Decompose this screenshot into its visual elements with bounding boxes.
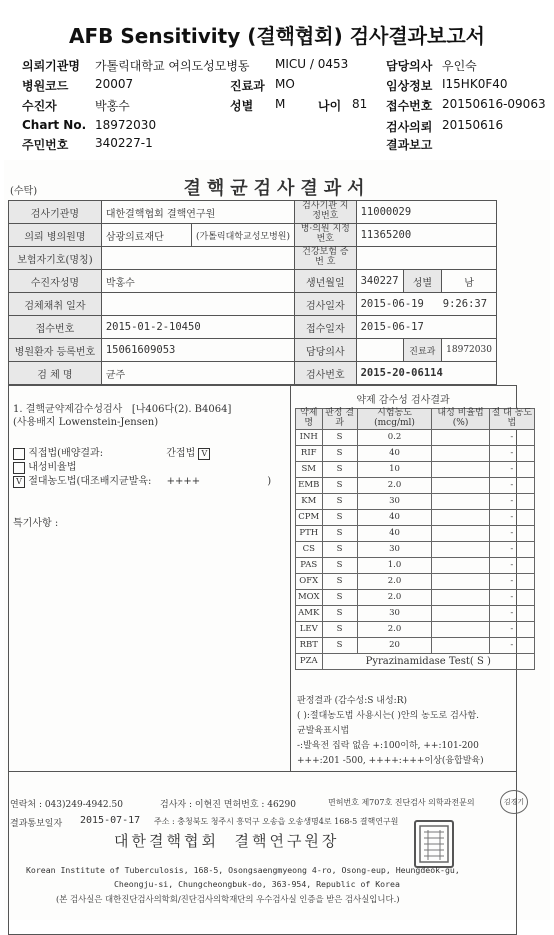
value-resident-no: 340227-1 [95, 136, 153, 150]
recv-no-value: 2015-01-2-10450 [101, 316, 294, 339]
drug-cell: S [322, 509, 357, 525]
drug-row [296, 621, 535, 637]
name-label: 수진자성명 [9, 270, 102, 293]
sex-label: 성별 [403, 270, 442, 293]
value-age: 81 [352, 97, 368, 111]
drug-col-header: 절 대 농도법 [489, 409, 534, 430]
drug-col-header: 판정 결과 [322, 409, 357, 430]
signer-seal: 김경기 [500, 790, 528, 814]
pza-result: Pyrazinamidase Test( S ) [322, 653, 534, 669]
abs-label: 절대농도법(대조배지균발육: [28, 476, 152, 487]
direct-label: 직접법(배양결과: [28, 448, 104, 459]
drug-cell: SM [296, 461, 323, 477]
collect-value [101, 293, 294, 316]
footer-disclaimer: (본 검사실은 대한진단검사의학회/진단검사의학재단의 우수검사실 인증을 받은 검사실입니다.) [56, 894, 400, 904]
hosp-value: 삼광의료재단 [101, 224, 191, 247]
dob-label: 생년월일 [294, 270, 356, 293]
drug-cell: S [322, 557, 357, 573]
drug-row [296, 637, 535, 653]
drug-cell: - [489, 589, 534, 605]
abs-method-row: V 절대농도법(대조배지균발육: ++++ ) [13, 472, 271, 488]
drug-col-header: 내성 비율법(%) [432, 409, 489, 430]
drug-cell: 10 [357, 461, 432, 477]
label-chart: Chart No. [22, 118, 87, 132]
footer-address: 주소 : 충청북도 청주시 흥덕구 오송읍 오송생명4로 168-5 결핵연구원 [154, 817, 399, 826]
drug-cell: - [489, 605, 534, 621]
value-hosp-code: 20007 [95, 77, 134, 91]
drug-row [296, 477, 535, 493]
drug-cell [432, 429, 489, 445]
drug-cell: 30 [357, 605, 432, 621]
indirect-checkbox: V [198, 448, 210, 460]
label-request-date: 검사의뢰 [386, 120, 433, 134]
recv-date-label: 접수일자 [294, 316, 356, 339]
drug-cell [432, 461, 489, 477]
value-patient: 박홍수 [95, 99, 130, 113]
drug-row [296, 461, 535, 477]
drug-cell: 1.0 [357, 557, 432, 573]
drug-row [296, 573, 535, 589]
label-age: 나이 [318, 99, 342, 113]
drug-cell: S [322, 445, 357, 461]
drug-cell: 2.0 [357, 589, 432, 605]
drug-col-header: 시험농도 (mcg/ml) [357, 409, 432, 430]
org-code-value: 11000029 [356, 201, 496, 224]
drug-cell: PTH [296, 525, 323, 541]
drug-cell: CS [296, 541, 323, 557]
label-resident-no: 주민번호 [22, 138, 69, 152]
label-doctor: 담당의사 [386, 59, 433, 73]
drug-cell: 30 [357, 493, 432, 509]
drug-cell [432, 525, 489, 541]
name-value: 박홍수 [101, 270, 294, 293]
drug-cell: RBT [296, 637, 323, 653]
ratio-label: 내성비율법 [28, 462, 77, 473]
collect-label: 검체채취 일자 [9, 293, 102, 316]
label-dept: 진료과 [230, 79, 265, 93]
notify-label: 결과통보일자 [10, 819, 63, 829]
drug-cell: 20 [357, 637, 432, 653]
drug-cell [432, 589, 489, 605]
drug-cell: MOX [296, 589, 323, 605]
drug-cell: - [489, 621, 534, 637]
hosp-label: 의뢰 병의원명 [9, 224, 102, 247]
value-dept: MO [275, 77, 295, 91]
footer-eng-line1: Korean Institute of Tuberculosis, 168-5, Osongsaengmyeong 4-ro, Osong-eup, Heungdeok-gu, [26, 865, 460, 875]
receipt-tag: (수탁) [10, 186, 38, 197]
label-receipt: 접수번호 [386, 99, 433, 113]
hosp-code-label: 병·의원 지정번호 [294, 224, 356, 247]
drug-cell [432, 573, 489, 589]
drug-cell: PAS [296, 557, 323, 573]
official-seal [414, 820, 454, 868]
drug-cell: - [489, 509, 534, 525]
dob-value: 340227 [356, 270, 403, 293]
org-label: 검사기관명 [9, 201, 102, 224]
test-method-line1: 1. 결핵균약제감수성검사 [나406다(2). B4064] [13, 404, 232, 415]
specimen-value: 균주 [101, 362, 294, 385]
label-hosp-code: 병원코드 [22, 79, 69, 93]
drug-cell: S [322, 589, 357, 605]
value-receipt: 20150616-09063 [442, 97, 546, 111]
abs-checkbox: V [13, 476, 25, 488]
drug-cell [432, 637, 489, 653]
drug-cell: 30 [357, 541, 432, 557]
drug-cell: - [489, 541, 534, 557]
drug-cell: S [322, 429, 357, 445]
drug-cell: S [322, 573, 357, 589]
footer-phone: 연락처 : 043)249-4942.50 [10, 800, 123, 810]
value-doctor: 우인숙 [442, 59, 477, 73]
drug-cell: 40 [357, 525, 432, 541]
drug-cell: - [489, 637, 534, 653]
label-sex: 성별 [230, 99, 254, 113]
judge-line-5: +++:201 -500, ++++:+++이상(융합발육) [297, 756, 484, 766]
drug-cell: S [322, 541, 357, 557]
specimen-label: 검 체 명 [9, 362, 102, 385]
hosp-paren: (가톨릭대학교성모병원) [192, 224, 295, 247]
drug-cell [432, 605, 489, 621]
drug-section-title: 약제 감수성 검사결과 [356, 395, 450, 406]
insured-label: 보험자기호(명칭) [9, 247, 102, 270]
drug-cell [432, 509, 489, 525]
drug-cell: 40 [357, 445, 432, 461]
drug-row [296, 589, 535, 605]
reg-label: 병원환자 등록번호 [9, 339, 102, 362]
label-report: 결과보고 [386, 138, 433, 152]
drug-cell: AMK [296, 605, 323, 621]
footer-org-name: 대한결핵협회 결핵연구원장 [114, 832, 340, 850]
indirect-label: 간접법 [166, 448, 196, 459]
sex-value: 남 [442, 270, 497, 293]
label-org: 의뢰기관명 [22, 59, 80, 73]
doctor-dept-cell [356, 339, 403, 362]
org-code-label: 검사기관 지정번호 [294, 201, 356, 224]
drug-cell [432, 621, 489, 637]
drug-cell: S [322, 461, 357, 477]
test-no-label: 검사번호 [294, 362, 356, 385]
drug-cell: EMB [296, 477, 323, 493]
value-chart: 18972030 [95, 118, 157, 132]
drug-cell: 2.0 [357, 477, 432, 493]
pza-name: PZA [296, 653, 323, 669]
drug-row [296, 525, 535, 541]
drug-cell: - [489, 573, 534, 589]
drug-row [296, 557, 535, 573]
judge-line-2: ( ):절대농도법 사용시는( )안의 농도로 검사함. [297, 711, 480, 721]
drug-cell: 0.2 [357, 429, 432, 445]
doctor-label: 담당의사 [294, 339, 356, 362]
notify-date: 2015-07-17 [80, 815, 141, 826]
insure-no-value [356, 247, 496, 270]
drug-cell: CPM [296, 509, 323, 525]
judge-line-4: -:발육전 집락 없음 +:100이하, ++:101-200 [297, 741, 479, 751]
value-request-date: 20150616 [442, 118, 504, 132]
drug-cell: 2.0 [357, 621, 432, 637]
reg-value: 15061609053 [101, 339, 294, 362]
drug-cell: S [322, 605, 357, 621]
drug-cell: INH [296, 429, 323, 445]
drug-cell: 40 [357, 509, 432, 525]
drug-cell [432, 541, 489, 557]
drug-cell: 2.0 [357, 573, 432, 589]
test-date-label: 검사일자 [294, 293, 356, 316]
drug-cell: - [489, 557, 534, 573]
drug-cell: S [322, 493, 357, 509]
drug-table [295, 408, 535, 670]
label-clinical: 임상정보 [386, 79, 433, 93]
drug-cell: S [322, 477, 357, 493]
test-no-value: 2015-20-06114 [356, 362, 496, 385]
drug-cell [432, 477, 489, 493]
drug-row [296, 493, 535, 509]
drug-cell [432, 493, 489, 509]
value-ward: MICU / 0453 [275, 57, 349, 71]
drug-cell: - [489, 445, 534, 461]
value-clinical: I15HK0F40 [442, 77, 508, 91]
hosp-code-value: 11365200 [356, 224, 496, 247]
test-method-line2: (사용배지 Lowenstein-Jensen) [13, 417, 159, 428]
drug-cell: S [322, 637, 357, 653]
form-title: 결핵균검사결과서 [183, 178, 371, 199]
drug-row [296, 541, 535, 557]
drug-cell: OFX [296, 573, 323, 589]
footer-license: 면허번호 제707호 진단검사 의학과전문의 [328, 798, 475, 807]
footer-eng-line2: Cheongju-si, Chungcheongbuk-do, 363-954, Republic of Korea [114, 879, 400, 889]
drug-cell: LEV [296, 621, 323, 637]
drug-cell [432, 445, 489, 461]
drug-cell: S [322, 525, 357, 541]
report-title: AFB Sensitivity (결핵협회) 검사결과보고서 [69, 24, 485, 48]
recv-date-value: 2015-06-17 [356, 316, 496, 339]
drug-cell: S [322, 621, 357, 637]
patient-info-table [8, 200, 497, 385]
label-patient: 수진자 [22, 99, 57, 113]
test-date-value: 2015-06-19 9:26:37 [356, 293, 496, 316]
scanned-report [4, 160, 550, 920]
special-note: 특기사항 : [13, 518, 59, 529]
drug-cell [432, 557, 489, 573]
dept-label: 진료과 [403, 339, 442, 362]
drug-row [296, 445, 535, 461]
divider [290, 386, 291, 771]
drug-cell: - [489, 429, 534, 445]
value-sex: M [275, 97, 286, 111]
dept-value: 18972030 [442, 339, 497, 362]
recv-no-label: 접수번호 [9, 316, 102, 339]
drug-cell: - [489, 477, 534, 493]
drug-cell: KM [296, 493, 323, 509]
footer-inspector: 검사자 : 이현진 면허번호 : 46290 [160, 800, 296, 810]
judge-line-1: 판정결과 (감수성:S 내성:R) [297, 696, 407, 706]
drug-cell: - [489, 493, 534, 509]
drug-row [296, 429, 535, 445]
drug-cell: - [489, 525, 534, 541]
org-value: 대한결핵협회 결핵연구원 [101, 201, 294, 224]
drug-cell: RIF [296, 445, 323, 461]
value-org: 가톨릭대학교 여의도성모병동 [95, 59, 250, 73]
drug-row [296, 605, 535, 621]
judge-line-3: 균발육표시법 [297, 726, 350, 736]
insured-value [101, 247, 294, 270]
drug-row [296, 509, 535, 525]
abs-growth: ++++ [166, 476, 201, 487]
insure-no-label: 건강보험 증 번 호 [294, 247, 356, 270]
drug-col-header: 약제명 [296, 409, 323, 430]
drug-cell: - [489, 461, 534, 477]
judge-notes [297, 694, 484, 769]
